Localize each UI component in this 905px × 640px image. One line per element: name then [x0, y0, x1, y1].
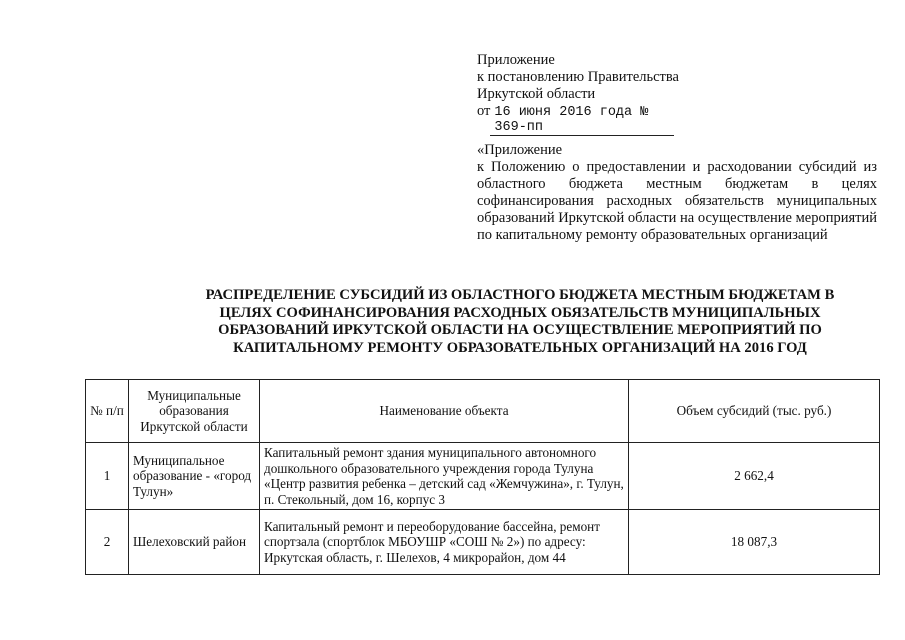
approval-date-prefix: от: [477, 103, 491, 119]
row-object-line: п. Стекольный, дом 16, корпус 3: [264, 491, 446, 507]
row-amount: 2 662,4: [629, 443, 880, 510]
title-line-3: ОБРАЗОВАНИЙ ИРКУТСКОЙ ОБЛАСТИ НА ОСУЩЕСТВЛЕНИЕ МЕРОПРИЯТИЙ ПО: [218, 322, 822, 338]
row-municipality: Шелеховский район: [129, 510, 260, 575]
row-object: [260, 510, 629, 575]
appendix-note: [477, 142, 877, 244]
table-header-row: [86, 380, 880, 443]
row-municipality: Муниципальное образование - «город Тулун»: [129, 443, 260, 510]
appendix-text: к Положению о предоставлении и расходовании субсидий из областного бюджета местным бюджетам в целях софинансирования расходных обязательств муниципальных образований Иркутской области на осуществление мероприятий по капитальному ремонту образовательных организаций: [477, 159, 877, 243]
row-object-line: Иркутская область, г. Шелехов, 4 микрорайон, дом 44: [264, 549, 566, 565]
header-object: Наименование объекта: [260, 380, 629, 443]
header-municipality: Муниципальные образования Иркутской области: [129, 380, 260, 443]
appendix-heading: «Приложение: [477, 142, 563, 158]
row-num: 1: [86, 443, 129, 510]
subsidy-table: [85, 379, 880, 575]
row-num: 2: [86, 510, 129, 575]
header-amount: Объем субсидий (тыс. руб.): [629, 380, 880, 443]
table-row: [86, 510, 880, 575]
row-object: [260, 443, 629, 510]
approval-line-2: к постановлению Правительства: [477, 69, 679, 85]
header-num: № п/п: [86, 380, 129, 443]
approval-line-3: Иркутской области: [477, 86, 596, 102]
row-object-line: спортзала (спортблок МБОУШР «СОШ № 2») по адресу:: [264, 534, 586, 550]
document-title: [170, 287, 870, 357]
title-line-2: ЦЕЛЯХ СОФИНАНСИРОВАНИЯ РАСХОДНЫХ ОБЯЗАТЕЛЬСТВ МУНИЦИПАЛЬНЫХ: [219, 304, 821, 321]
table-row: [86, 443, 880, 510]
approval-line-1: Приложение: [477, 52, 555, 68]
row-object-line: дошкольного образовательного учреждения города Тулуна: [264, 460, 594, 476]
approval-date-line: [477, 103, 857, 136]
row-object-line: «Центр развития ребенка – детский сад «Жемчужина», г. Тулун,: [264, 476, 624, 491]
row-object-line: Капитальный ремонт и переоборудование бассейна, ремонт: [264, 518, 600, 534]
approval-date-value: 16 июня 2016 года № 369-пп: [490, 105, 674, 136]
row-object-line: Капитальный ремонт здания муниципального автономного: [264, 445, 597, 460]
row-amount: 18 087,3: [629, 510, 880, 575]
approval-stamp: [477, 52, 857, 136]
title-line-1: РАСПРЕДЕЛЕНИЕ СУБСИДИЙ ИЗ ОБЛАСТНОГО БЮДЖЕТА МЕСТНЫМ БЮДЖЕТАМ В: [205, 287, 835, 303]
title-line-4: КАПИТАЛЬНОМУ РЕМОНТУ ОБРАЗОВАТЕЛЬНЫХ ОРГАНИЗАЦИЙ НА 2016 ГОД: [233, 339, 807, 356]
